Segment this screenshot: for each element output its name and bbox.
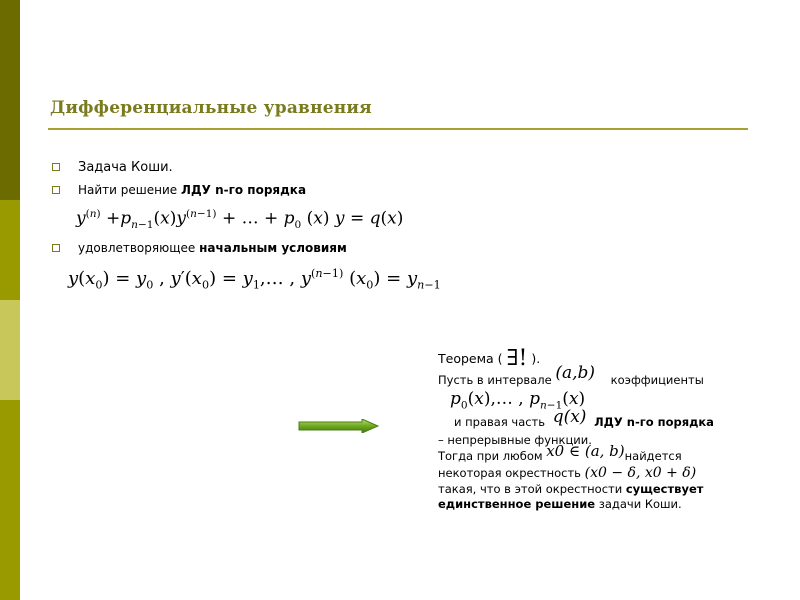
theorem-line-5 bbox=[438, 442, 682, 463]
title-divider bbox=[48, 128, 748, 130]
coefficients-formula: $p_0(x),\dots$ , $p_{n-1}(x)$ bbox=[450, 389, 586, 412]
bullet-marker-2 bbox=[52, 186, 60, 194]
line7-bold: существует bbox=[625, 482, 704, 496]
bullet-2-bold: ЛДУ n-го порядка bbox=[180, 183, 307, 197]
theorem-line-6 bbox=[438, 466, 696, 480]
exists-unique-symbol: ∃! bbox=[506, 346, 528, 371]
bullet-3-bold: начальным условиям bbox=[199, 241, 347, 255]
sidebar-band-4 bbox=[0, 400, 20, 600]
linear-ode-equation: $y^{(n)} +p_{n-1}(x)y^{(n-1)}$ + … + $p_0$ (x) y = q(x) bbox=[76, 208, 404, 232]
line6-prefix: некоторая окрестность bbox=[438, 466, 581, 480]
line5-prefix: Тогда при любом bbox=[438, 449, 543, 463]
line3-bold: ЛДУ n-го порядка bbox=[594, 415, 714, 429]
sidebar-band-2 bbox=[0, 200, 20, 300]
bullet-text-cauchy-problem: Задача Коши. bbox=[78, 160, 173, 175]
rhs-formula: q(x) bbox=[552, 407, 587, 427]
line5-suffix: найдется bbox=[624, 449, 682, 463]
theorem-heading bbox=[438, 346, 541, 371]
bullet-2-prefix: Найти решение bbox=[78, 183, 181, 197]
line8-suffix: задачи Коши. bbox=[595, 497, 682, 511]
line3-prefix: и правая часть bbox=[454, 415, 546, 429]
slide-title: Дифференциальные уравнения bbox=[50, 98, 372, 118]
bullet-marker-3 bbox=[52, 244, 60, 252]
theorem-line-4: – непрерывные функции. bbox=[438, 433, 592, 447]
bullet-marker-1 bbox=[52, 163, 60, 171]
sidebar-decoration bbox=[0, 0, 20, 600]
initial-conditions-formula: $y(x_0) = y_0$ , $y'(x_0)$ = $y_1,\dots$ , $y^{(n-1)}$ $(x_0) = y_{n-1}$ bbox=[68, 267, 441, 292]
theorem-heading-suffix: ). bbox=[531, 351, 541, 366]
arrow-right-icon bbox=[298, 419, 380, 433]
neighborhood-formula: (x0 − δ, x0 + δ) bbox=[584, 465, 697, 481]
bullet-3-prefix: удовлетворяющее bbox=[78, 241, 200, 255]
theorem-line-1 bbox=[438, 363, 704, 387]
point-formula: x0 ∈ (a, b) bbox=[546, 442, 625, 460]
bullet-text-find-solution bbox=[78, 183, 306, 197]
theorem-line-3 bbox=[438, 407, 714, 429]
interval-formula: (a,b) bbox=[555, 363, 596, 383]
sidebar-band-1 bbox=[0, 0, 20, 200]
sidebar-band-3 bbox=[0, 300, 20, 400]
theorem-line-8 bbox=[438, 497, 682, 511]
bullet-text-initial-conditions bbox=[78, 241, 347, 255]
theorem-heading-prefix: Теорема ( bbox=[438, 351, 503, 366]
line1-prefix: Пусть в интервале bbox=[438, 373, 552, 387]
line1-suffix: коэффициенты bbox=[610, 373, 704, 387]
line7-prefix: такая, что в этой окрестности bbox=[438, 482, 626, 496]
theorem-line-7 bbox=[438, 482, 703, 496]
line8-bold: единственное решение bbox=[438, 497, 596, 511]
